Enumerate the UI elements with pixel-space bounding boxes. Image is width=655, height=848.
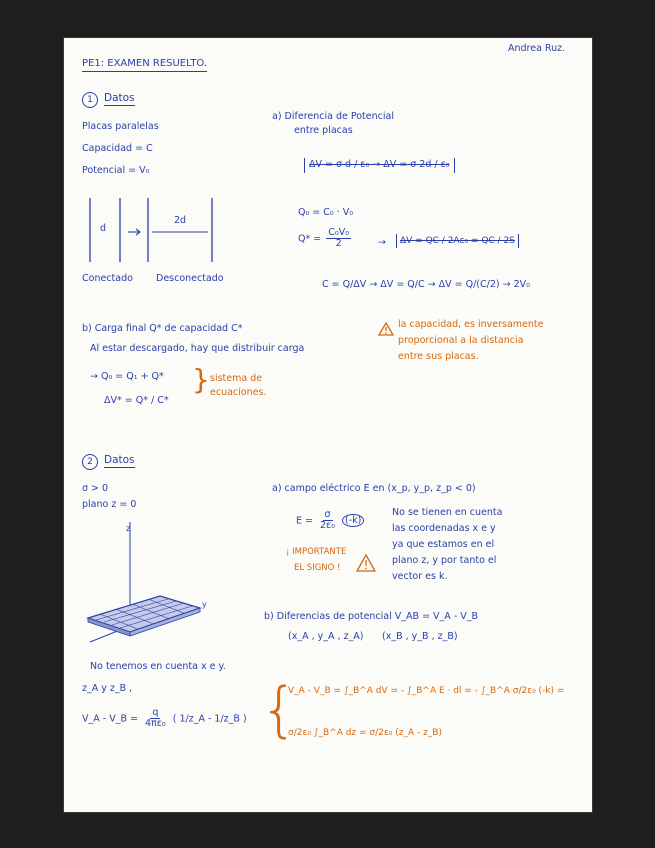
qstar-den: 2	[335, 238, 342, 250]
vab-formula	[82, 708, 247, 730]
exam-paper	[64, 38, 592, 812]
z-axis-label: z	[126, 524, 131, 533]
vab-num: q	[152, 707, 159, 718]
crossed-formula-1: ΔV = σ d / ε₀ → ΔV = σ 2d / ε₀	[304, 158, 455, 173]
p2-data-line: plano z = 0	[82, 499, 137, 510]
capacity-formula-chain: C = Q/ΔV → ΔV = Q/C → ΔV = Q/(C/2) → 2V₀	[322, 279, 530, 290]
system-brace: }	[192, 363, 210, 396]
qstar-formula	[298, 228, 353, 250]
p1b-eq2: ΔV* = Q* / C*	[104, 395, 169, 406]
problem-1-number: 1	[82, 92, 98, 108]
y-axis-label: y	[202, 600, 207, 609]
system-note-2: ecuaciones.	[210, 387, 267, 398]
p2-data-line: σ > 0	[82, 483, 109, 494]
warning-line-3: entre sus placas.	[398, 351, 479, 362]
gap-left-label: d	[100, 223, 107, 234]
system-note-1: sistema de	[210, 373, 263, 384]
q0-formula: Q₀ = C₀ · V₀	[298, 207, 354, 218]
p2b-title: b) Diferencias de potencial V_AB = V_A - V_B	[264, 611, 479, 622]
p2b-note-1: No tenemos en cuenta x e y.	[90, 661, 226, 672]
p1b-title: b) Carga final Q* de capacidad C*	[82, 323, 243, 334]
p2a-note-2: las coordenadas x e y	[392, 523, 496, 534]
efield-den: 2ε₀	[320, 520, 336, 532]
important-line-1: ¡ IMPORTANTE	[286, 547, 347, 557]
integral-line-1: V_A - V_B = ∫_B^A dV = - ∫_B^A E · dl = - ∫_B^A σ/2ε₀ (-k) =	[288, 686, 565, 696]
p1b-eq1: → Q₀ = Q₁ + Q*	[90, 371, 164, 382]
plane-sketch	[80, 518, 230, 648]
problem-2-number: 2	[82, 454, 98, 470]
p2a-note-4: plano z, y por tanto el	[392, 555, 497, 566]
warning-line-1: la capacidad, es inversamente	[398, 319, 544, 330]
page-title: PE1: EXAMEN RESUELTO.	[82, 58, 207, 72]
p2a-note-5: vector es k.	[392, 571, 448, 582]
integral-line-2: σ/2ε₀ ∫_B^A dz = σ/2ε₀ (z_A - z_B)	[288, 728, 442, 738]
integral-brace: {	[260, 675, 299, 745]
gap-right-label: 2d	[174, 215, 187, 226]
efield-lhs: E =	[296, 515, 313, 527]
p1-data-line: Potencial = V₀	[82, 165, 150, 176]
p2a-title: a) campo eléctrico E en (x_p, y_p, z_p < 0)	[272, 483, 476, 494]
vab-den: 4πε₀	[145, 718, 166, 730]
label-disconnected: Desconectado	[156, 273, 224, 284]
qstar-lhs: Q* =	[298, 233, 322, 245]
p1b-line2: Al estar descargado, hay que distribuir carga	[90, 343, 305, 354]
crossed-formula-2: ΔV = QC / 2Aε₀ = QC / 2S	[396, 234, 519, 248]
p1a-title-2: entre placas	[294, 125, 353, 136]
efield-formula	[296, 510, 364, 532]
efield-vector: (-k)	[342, 514, 364, 527]
warning-icon	[356, 554, 376, 572]
coords-b: (x_B , y_B , z_B)	[382, 631, 458, 642]
p1-data-line: Capacidad = C	[82, 143, 153, 154]
vab-paren: ( 1/z_A - 1/z_B )	[172, 713, 247, 725]
problem-2-heading: Datos	[104, 454, 135, 468]
p2a-note-3: ya que estamos en el	[392, 539, 495, 550]
warning-icon	[378, 322, 394, 336]
arrow-1: →	[378, 237, 386, 248]
qstar-num: C₀V₀	[328, 227, 349, 238]
p2b-note-2: z_A y z_B ,	[82, 683, 133, 694]
author-name: Andrea Ruz.	[508, 43, 566, 54]
label-connected: Conectado	[82, 273, 133, 284]
important-line-2: EL SIGNO !	[294, 563, 341, 573]
p1a-title: a) Diferencia de Potencial	[272, 111, 394, 122]
problem-1-heading: Datos	[104, 92, 135, 106]
p2a-note-1: No se tienen en cuenta	[392, 507, 503, 518]
coords-a: (x_A , y_A , z_A)	[288, 631, 364, 642]
p1-data-line: Placas paralelas	[82, 121, 159, 132]
warning-line-2: proporcional a la distancia	[398, 335, 524, 346]
vab-lhs: V_A - V_B =	[82, 713, 138, 725]
efield-num: σ	[324, 509, 331, 520]
